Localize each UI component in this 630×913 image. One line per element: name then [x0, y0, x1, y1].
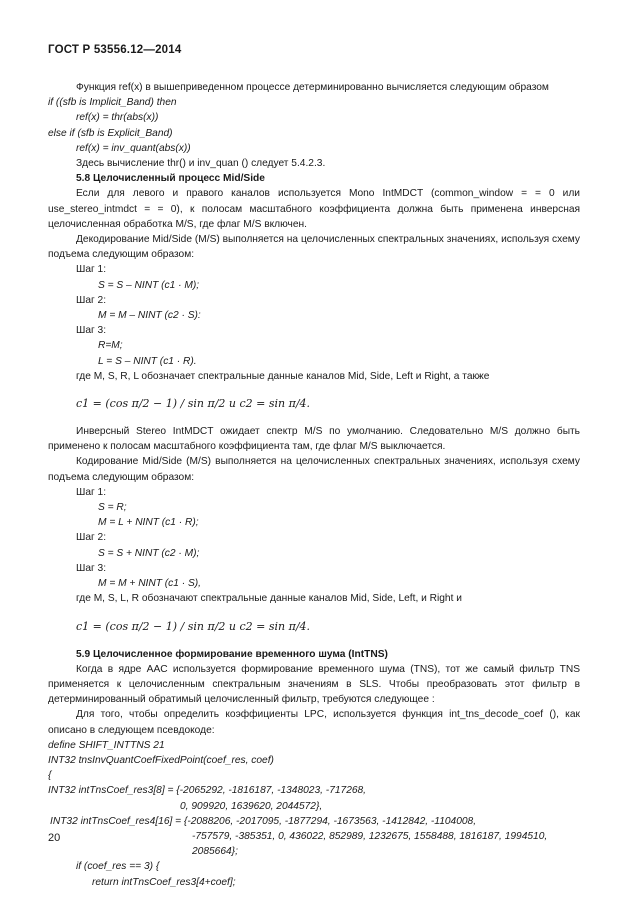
code-line: return intTnsCoef_res3[4+coef];: [92, 876, 236, 888]
equation-line: S = S + NINT (c2 · M);: [98, 547, 200, 559]
code-line: 2085664};: [192, 846, 238, 858]
equation-line: L = S – NINT (c1 · R).: [98, 355, 197, 367]
equation-line: S = S – NINT (c1 · M);: [98, 279, 200, 291]
code-line: ref(x) = thr(abs(x)): [76, 112, 159, 124]
text-line: где M, S, R, L обозначает спектральные данные каналов Mid, Side, Left и Right, а также: [76, 370, 490, 382]
step-label: Шаг 1:: [76, 264, 107, 276]
code-line: -757579, -385351, 0, 436022, 852989, 1232675, 1558488, 1816187, 1994510,: [192, 830, 548, 842]
step-label: Шаг 3:: [76, 562, 107, 574]
formula-c1-c2: [48, 384, 580, 424]
paragraph: Если для левого и правого каналов используется Mono IntMDCT (common_window = = 0 или use_stereo_intmdct = = 0), к полосам масштабного коэффициента должна быть применена инверсная целочисленная обработка M/S, где флаг M/S включен.: [48, 188, 580, 230]
code-line: else if (sfb is Explicit_Band): [48, 127, 173, 139]
section-heading-5-8: 5.8 Целочисленный процесс Mid/Side: [76, 173, 265, 185]
equation-line: M = M – NINT (c2 · S):: [98, 310, 201, 322]
equation-line: R=M;: [98, 340, 123, 352]
text-line: где M, S, L, R обозначают спектральные данные каналов Mid, Side, Left, и Right и: [76, 593, 462, 605]
text-line: Функция ref(x) в вышеприведенном процессе детерминированно вычисляется следующим образом: [76, 82, 549, 93]
paragraph: Когда в ядре AAC используется формирование временного шума (TNS), тот же самый фильтр TNS применяется к целочисленным спектральным значениям в SLS. Чтобы преобразовать этот фильтр в детерминированный обратимый целочисленный фильтр, требуются следующее :: [48, 663, 580, 706]
formula-c1-c2: [48, 607, 580, 647]
equation-line: M = L + NINT (c1 · R);: [98, 517, 199, 529]
code-line: {: [48, 770, 52, 782]
formula-text: c1 = (cos π/2 − 1) / sin π/2 и c2 = sin π/4.: [76, 619, 311, 633]
step-label: Шаг 1:: [76, 486, 107, 498]
code-line: INT32 intTnsCoef_res3[8] = {-2065292, -1816187, -1348023, -717268,: [48, 785, 367, 797]
equation-line: S = R;: [98, 502, 127, 514]
step-label: Шаг 2:: [76, 294, 107, 306]
section-heading-5-9: 5.9 Целочисленное формирование временного шума (IntTNS): [76, 648, 388, 660]
code-line: if (coef_res == 3) {: [76, 861, 160, 873]
step-label: Шаг 3:: [76, 325, 107, 337]
formula-text: c1 = (cos π/2 − 1) / sin π/2 и c2 = sin π/4.: [76, 397, 311, 411]
paragraph: Кодирование Mid/Side (M/S) выполняется на целочисленных спектральных значениях, используя схему подъема следующим образом:: [48, 456, 580, 483]
code-line: define SHIFT_INTTNS 21: [48, 739, 165, 751]
code-line: if ((sfb is Implicit_Band) then: [48, 97, 177, 109]
code-line: INT32 tnsInvQuantCoefFixedPoint(coef_res, coef): [48, 754, 274, 766]
page-content: [48, 80, 580, 890]
paragraph: Для того, чтобы определить коэффициенты LPC, используется функция int_tns_decode_coef (), как описано в следующем псевдокоде:: [48, 709, 580, 736]
code-line: 0, 909920, 1639620, 2044572},: [180, 800, 323, 812]
paragraph: Декодирование Mid/Side (M/S) выполняется на целочисленных спектральных значениях, используя схему подъема следующим образом:: [48, 234, 580, 261]
paragraph: Инверсный Stereo IntMDCT ожидает спектр M/S по умолчанию. Следовательно M/S должно быть применено к полосам масштабного коэффициента там, где флаг M/S выключается.: [48, 426, 580, 453]
equation-line: M = M + NINT (c1 · S),: [98, 578, 202, 590]
code-line: ref(x) = inv_quant(abs(x)): [76, 142, 191, 154]
code-line: INT32 intTnsCoef_res4[16] = {-2088206, -2017095, -1877294, -1673563, -1412842, -1104008,: [50, 815, 477, 827]
step-label: Шаг 2:: [76, 532, 107, 544]
standard-header: ГОСТ Р 53556.12—2014: [48, 44, 182, 56]
page-number: 20: [48, 832, 61, 844]
text-line: Здесь вычисление thr() и inv_quan () следует 5.4.2.3.: [76, 158, 326, 170]
